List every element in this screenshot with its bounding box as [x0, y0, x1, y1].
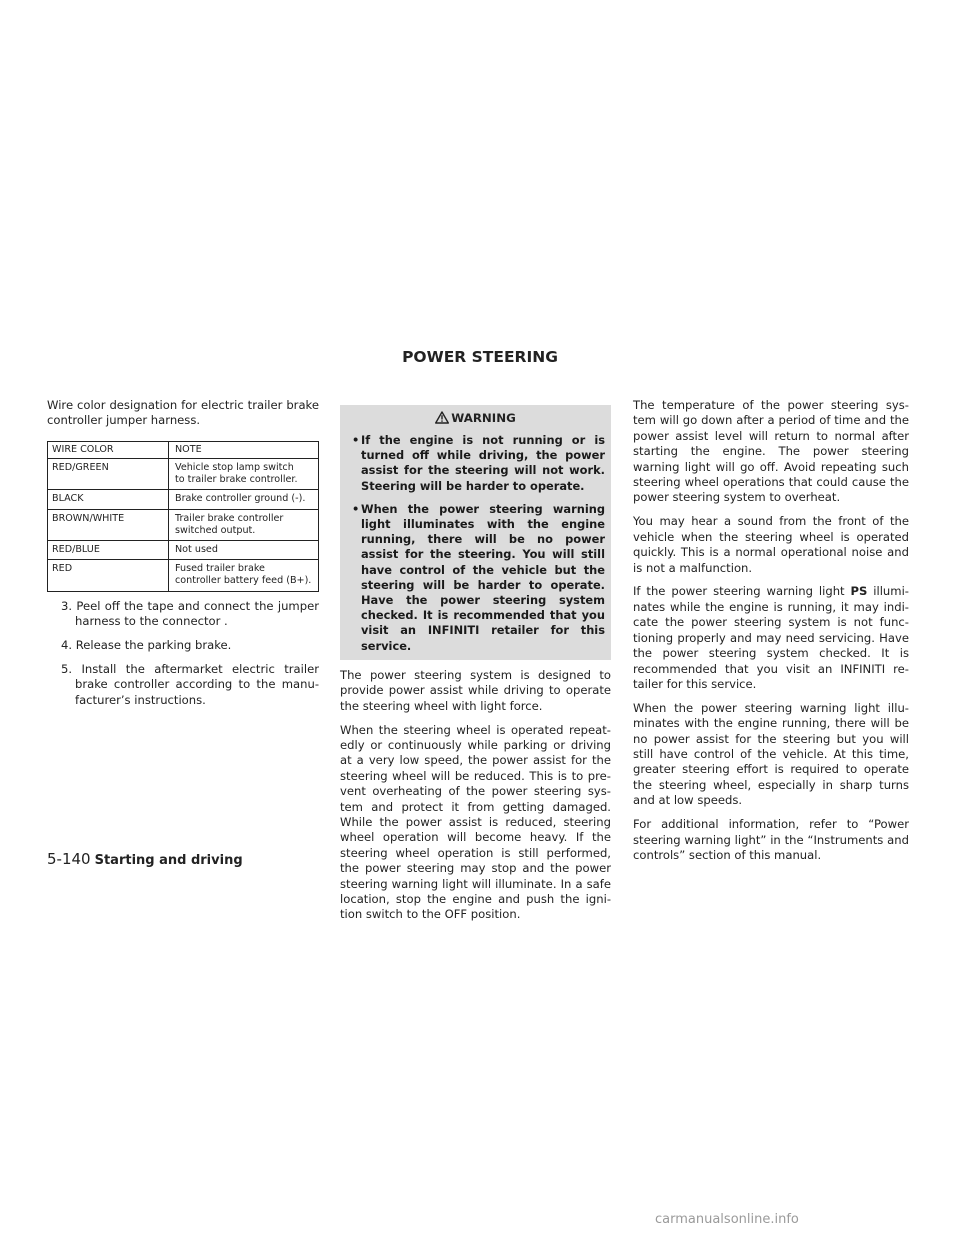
step-item: 3. Peel off the tape and connect the jumper harness to the connector .	[61, 598, 319, 629]
header-note: NOTE	[169, 441, 319, 458]
ps-indicator-label: PS	[850, 584, 868, 599]
note-line: controller battery feed (B+).	[175, 575, 312, 587]
table-row	[48, 459, 319, 490]
table-row	[48, 541, 319, 560]
wire-color-cell: RED	[48, 560, 169, 591]
table-row	[48, 560, 319, 591]
section-title: POWER STEERING	[402, 348, 558, 366]
table-row	[48, 509, 319, 540]
warning-box	[340, 405, 611, 660]
paragraph: You may hear a sound from the front of the vehicle when the steering wheel is operated quickly. This is a normal operational noise and is not a malfunction.	[633, 514, 909, 575]
table-row	[48, 490, 319, 509]
paragraph	[633, 584, 909, 692]
paragraph: The power steering system is designed to provide power assist while driving to operate the steering wheel with light force.	[340, 667, 611, 713]
paragraph: When the power steering warning light illu- minates with the engine running, there will be no power assist for the steering but you will still have control of the vehicle. At this time, greater steering effort is required to operate the steering wheel, especially in sharp turns and at low speeds.	[633, 700, 909, 808]
steps-list	[47, 599, 319, 708]
table-header-row	[48, 441, 319, 458]
paragraph: For additional information, refer to “Power steering warning light” in the “Instruments and controls” section of this manual.	[633, 817, 909, 862]
note-line: Brake controller ground (-).	[175, 493, 306, 505]
warning-text: If the engine is not running or is turned off while driving, the power assist for the steering will not work. Steering will be harder to operate.	[361, 433, 605, 493]
step-item: 4. Release the parking brake.	[61, 637, 232, 652]
page-footer	[47, 849, 243, 868]
note-line: Trailer brake controller	[175, 512, 284, 524]
text-run: illumi- nates while the engine is running, it may indi- cate the power steering system is not func- tioning properly and may need servicing. Have the power steering system checked. It is recommended that you visit an INFINITI re- tailer for this service.	[633, 584, 909, 691]
bullet-icon: •	[352, 501, 360, 516]
warning-item	[346, 502, 605, 654]
warning-title: WARNING	[451, 411, 516, 425]
paragraph: The temperature of the power steering sys- tem will go down after a period of time and the power assist level will return to normal after starting the engine. The power steering warning light will go off. Avoid repeating such steering wheel operations that could cause the power steering system to overheat.	[633, 398, 909, 505]
warning-list	[346, 433, 605, 654]
wire-color-cell: BROWN/WHITE	[48, 509, 169, 540]
note-line: Fused trailer brake	[175, 563, 265, 575]
note-cell	[169, 490, 319, 509]
note-cell	[169, 560, 319, 591]
note-cell	[169, 541, 319, 560]
wire-color-cell: RED/BLUE	[48, 541, 169, 560]
column-right	[633, 398, 909, 872]
watermark: carmanualsonline.info	[655, 1212, 799, 1227]
wire-color-cell: BLACK	[48, 490, 169, 509]
warning-text: When the power steering warning light illuminates with the engine running, there will be no power assist for the steering. You will still have control of the vehicle but the steering will be harder to operate. Have the power steering system checked. It is recommended that you visit an INFINITI retailer for this service.	[361, 501, 605, 653]
note-line: to trailer brake controller.	[175, 474, 298, 486]
column-left	[47, 398, 319, 717]
table-intro: Wire color designation for electric trailer brake controller jumper harness.	[47, 398, 319, 428]
warning-header	[346, 405, 605, 433]
note-line: Vehicle stop lamp switch	[175, 462, 294, 474]
note-line: Not used	[175, 544, 218, 556]
note-cell	[169, 509, 319, 540]
header-wire-color: WIRE COLOR	[48, 441, 169, 458]
text-run: If the power steering warning light	[633, 584, 851, 599]
footer-section-name: Starting and driving	[94, 853, 243, 868]
wire-color-cell: RED/GREEN	[48, 459, 169, 490]
note-cell	[169, 459, 319, 490]
column-middle	[340, 398, 611, 931]
bullet-icon: •	[352, 433, 360, 447]
warning-item	[346, 433, 605, 494]
page-number: 5-140	[47, 850, 91, 868]
warning-triangle-icon	[435, 411, 451, 425]
wire-color-table	[47, 441, 319, 592]
step-item: 5. Install the aftermarket electric trailer brake controller according to the manu- facturer’s instructions.	[61, 661, 319, 707]
paragraph: When the steering wheel is operated repeat- edly or continuously while parking or driving at a very low speed, the power assist for the steering wheel will be reduced. This is to pre- vent overheating of the power steering sys- tem and protect it from getting damaged. While the power assist is reduced, steering wheel operation will become heavy. If the steering wheel operation is still performed, the power steering may stop and the power steering warning light will illuminate. In a safe location, stop the engine and push the igni- tion switch to the OFF position.	[340, 722, 611, 922]
note-line: switched output.	[175, 524, 256, 536]
